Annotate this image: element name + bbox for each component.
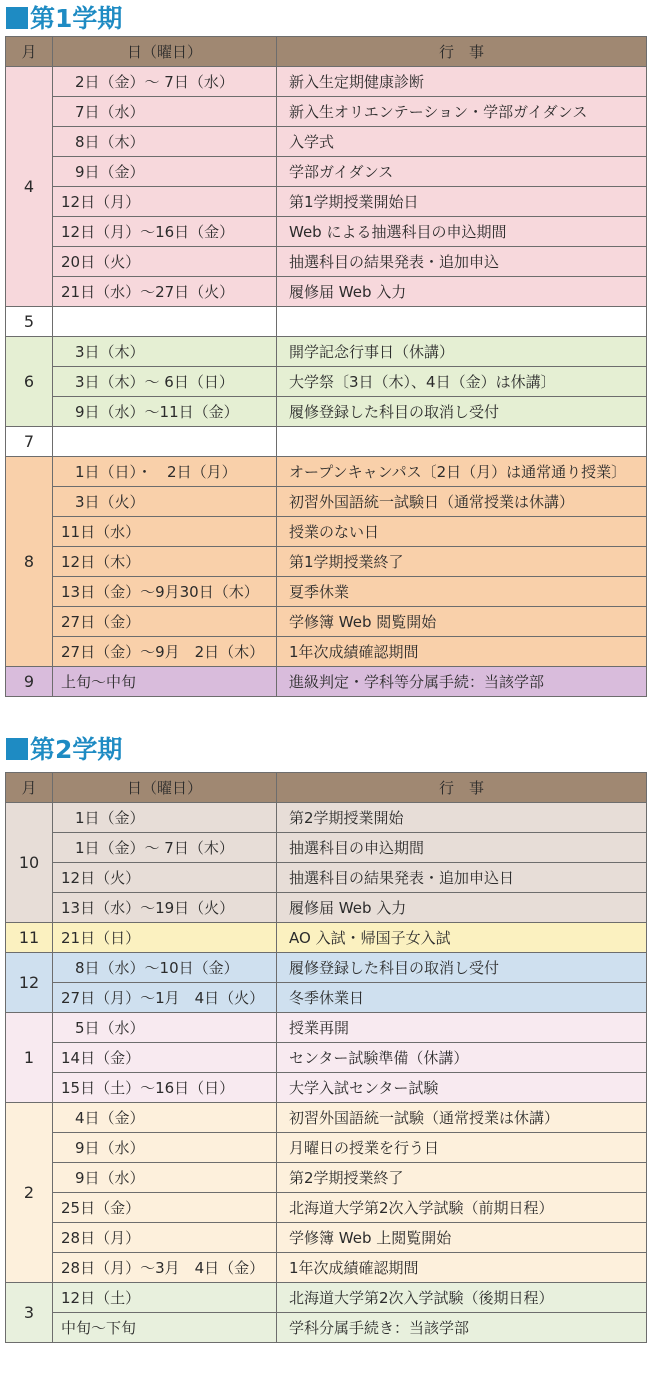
date-cell: 27日（月）～1月 4日（火） bbox=[53, 983, 277, 1013]
date-cell: 2日（金）～ 7日（水） bbox=[53, 67, 277, 97]
month-cell: 8 bbox=[6, 457, 53, 667]
date-cell: 25日（金） bbox=[53, 1193, 277, 1223]
date-cell: 13日（金）～9月30日（木） bbox=[53, 577, 277, 607]
date-cell: 3日（木）～ 6日（日） bbox=[53, 367, 277, 397]
date-cell: 8日（水）～10日（金） bbox=[53, 953, 277, 983]
event-cell: 1年次成績確認期間 bbox=[277, 1253, 647, 1283]
table-row bbox=[6, 1163, 647, 1193]
event-cell: 第2学期授業終了 bbox=[277, 1163, 647, 1193]
month-cell: 10 bbox=[6, 803, 53, 923]
date-cell: 27日（金）～9月 2日（木） bbox=[53, 637, 277, 667]
date-cell: 1日（金） bbox=[53, 803, 277, 833]
date-cell: 8日（木） bbox=[53, 127, 277, 157]
date-cell: 21日（日） bbox=[53, 923, 277, 953]
table-row bbox=[6, 457, 647, 487]
table-row bbox=[6, 397, 647, 427]
date-cell: 4日（金） bbox=[53, 1103, 277, 1133]
event-cell: 大学入試センター試験 bbox=[277, 1073, 647, 1103]
event-cell: Web による抽選科目の申込期間 bbox=[277, 217, 647, 247]
table-row bbox=[6, 833, 647, 863]
table-row bbox=[6, 1013, 647, 1043]
table-row bbox=[6, 367, 647, 397]
date-cell: 14日（金） bbox=[53, 1043, 277, 1073]
event-cell: 第2学期授業開始 bbox=[277, 803, 647, 833]
table-header bbox=[6, 773, 647, 803]
event-cell: 履修届 Web 入力 bbox=[277, 893, 647, 923]
month-cell: 7 bbox=[6, 427, 53, 457]
header-date: 日（曜日） bbox=[53, 37, 277, 67]
table-row bbox=[6, 1073, 647, 1103]
term1-table bbox=[5, 36, 647, 697]
event-cell: 進級判定・学科等分属手続：当該学部 bbox=[277, 667, 647, 697]
event-cell: 1年次成績確認期間 bbox=[277, 637, 647, 667]
event-cell: 大学祭〔3日（木）、4日（金）は休講〕 bbox=[277, 367, 647, 397]
term2-title: 第2学期 bbox=[6, 735, 122, 765]
event-cell: 抽選科目の申込期間 bbox=[277, 833, 647, 863]
event-cell: センター試験準備（休講） bbox=[277, 1043, 647, 1073]
date-cell: 1日（日）・ 2日（月） bbox=[53, 457, 277, 487]
table-row bbox=[6, 67, 647, 97]
square-icon bbox=[6, 738, 28, 760]
table-row bbox=[6, 277, 647, 307]
event-cell: 履修登録した科目の取消し受付 bbox=[277, 953, 647, 983]
event-cell: AO 入試・帰国子女入試 bbox=[277, 923, 647, 953]
date-cell: 7日（水） bbox=[53, 97, 277, 127]
event-cell: 抽選科目の結果発表・追加申込日 bbox=[277, 863, 647, 893]
table-row bbox=[6, 1043, 647, 1073]
date-cell bbox=[53, 427, 277, 457]
header-date: 日（曜日） bbox=[53, 773, 277, 803]
event-cell: 第1学期授業終了 bbox=[277, 547, 647, 577]
event-cell: 学科分属手続き：当該学部 bbox=[277, 1313, 647, 1343]
event-cell: 北海道大学第2次入学試験（後期日程） bbox=[277, 1283, 647, 1313]
date-cell: 27日（金） bbox=[53, 607, 277, 637]
header-month: 月 bbox=[6, 37, 53, 67]
event-cell: 冬季休業日 bbox=[277, 983, 647, 1013]
table-row bbox=[6, 337, 647, 367]
table-row bbox=[6, 517, 647, 547]
event-cell bbox=[277, 307, 647, 337]
term2-table bbox=[5, 772, 647, 1343]
month-cell: 11 bbox=[6, 923, 53, 953]
date-cell: 3日（火） bbox=[53, 487, 277, 517]
event-cell: 学部ガイダンス bbox=[277, 157, 647, 187]
table-row bbox=[6, 1283, 647, 1313]
table-row bbox=[6, 803, 647, 833]
date-cell bbox=[53, 307, 277, 337]
term1-title: 第1学期 bbox=[6, 4, 122, 34]
date-cell: 11日（水） bbox=[53, 517, 277, 547]
table-row bbox=[6, 1193, 647, 1223]
date-cell: 9日（水）～11日（金） bbox=[53, 397, 277, 427]
header-event: 行 事 bbox=[277, 773, 647, 803]
table-row bbox=[6, 157, 647, 187]
table-row bbox=[6, 547, 647, 577]
event-cell: 授業再開 bbox=[277, 1013, 647, 1043]
event-cell: 北海道大学第2次入学試験（前期日程） bbox=[277, 1193, 647, 1223]
date-cell: 12日（月）～16日（金） bbox=[53, 217, 277, 247]
table-row bbox=[6, 127, 647, 157]
month-cell: 2 bbox=[6, 1103, 53, 1283]
event-cell: 履修登録した科目の取消し受付 bbox=[277, 397, 647, 427]
header-event: 行 事 bbox=[277, 37, 647, 67]
table-row bbox=[6, 637, 647, 667]
month-cell: 3 bbox=[6, 1283, 53, 1343]
table-row bbox=[6, 247, 647, 277]
date-cell: 3日（木） bbox=[53, 337, 277, 367]
event-cell: 学修簿 Web 閲覧開始 bbox=[277, 607, 647, 637]
event-cell: 入学式 bbox=[277, 127, 647, 157]
header-month: 月 bbox=[6, 773, 53, 803]
event-cell: 抽選科目の結果発表・追加申込 bbox=[277, 247, 647, 277]
table-row bbox=[6, 667, 647, 697]
month-cell: 12 bbox=[6, 953, 53, 1013]
event-cell: オープンキャンパス〔2日（月）は通常通り授業〕 bbox=[277, 457, 647, 487]
table-row bbox=[6, 1253, 647, 1283]
date-cell: 12日（木） bbox=[53, 547, 277, 577]
table-row bbox=[6, 187, 647, 217]
month-cell: 5 bbox=[6, 307, 53, 337]
event-cell: 学修簿 Web 上閲覧開始 bbox=[277, 1223, 647, 1253]
month-cell: 4 bbox=[6, 67, 53, 307]
table-row bbox=[6, 427, 647, 457]
table-row bbox=[6, 1103, 647, 1133]
date-cell: 12日（火） bbox=[53, 863, 277, 893]
table-row bbox=[6, 923, 647, 953]
table-row bbox=[6, 577, 647, 607]
event-cell: 開学記念行事日（休講） bbox=[277, 337, 647, 367]
date-cell: 12日（月） bbox=[53, 187, 277, 217]
date-cell: 21日（水）～27日（火） bbox=[53, 277, 277, 307]
date-cell: 9日（水） bbox=[53, 1163, 277, 1193]
date-cell: 13日（水）～19日（火） bbox=[53, 893, 277, 923]
table-row bbox=[6, 487, 647, 517]
date-cell: 1日（金）～ 7日（木） bbox=[53, 833, 277, 863]
event-cell: 第1学期授業開始日 bbox=[277, 187, 647, 217]
date-cell: 28日（月） bbox=[53, 1223, 277, 1253]
event-cell: 新入生オリエンテーション・学部ガイダンス bbox=[277, 97, 647, 127]
event-cell: 夏季休業 bbox=[277, 577, 647, 607]
table-row bbox=[6, 863, 647, 893]
date-cell: 15日（土）～16日（日） bbox=[53, 1073, 277, 1103]
date-cell: 上旬～中旬 bbox=[53, 667, 277, 697]
table-row bbox=[6, 893, 647, 923]
event-cell: 初習外国語統一試験日（通常授業は休講） bbox=[277, 487, 647, 517]
month-cell: 9 bbox=[6, 667, 53, 697]
date-cell: 5日（水） bbox=[53, 1013, 277, 1043]
month-cell: 6 bbox=[6, 337, 53, 427]
table-row bbox=[6, 1313, 647, 1343]
table-row bbox=[6, 1223, 647, 1253]
event-cell: 履修届 Web 入力 bbox=[277, 277, 647, 307]
month-cell: 1 bbox=[6, 1013, 53, 1103]
table-row bbox=[6, 953, 647, 983]
date-cell: 9日（水） bbox=[53, 1133, 277, 1163]
event-cell bbox=[277, 427, 647, 457]
square-icon bbox=[6, 7, 28, 29]
table-row bbox=[6, 983, 647, 1013]
table-row bbox=[6, 307, 647, 337]
event-cell: 授業のない日 bbox=[277, 517, 647, 547]
table-row bbox=[6, 1133, 647, 1163]
date-cell: 12日（土） bbox=[53, 1283, 277, 1313]
date-cell: 9日（金） bbox=[53, 157, 277, 187]
table-row bbox=[6, 97, 647, 127]
date-cell: 中旬～下旬 bbox=[53, 1313, 277, 1343]
date-cell: 20日（火） bbox=[53, 247, 277, 277]
table-row bbox=[6, 607, 647, 637]
event-cell: 新入生定期健康診断 bbox=[277, 67, 647, 97]
table-header bbox=[6, 37, 647, 67]
table-row bbox=[6, 217, 647, 247]
date-cell: 28日（月）～3月 4日（金） bbox=[53, 1253, 277, 1283]
event-cell: 月曜日の授業を行う日 bbox=[277, 1133, 647, 1163]
event-cell: 初習外国語統一試験（通常授業は休講） bbox=[277, 1103, 647, 1133]
